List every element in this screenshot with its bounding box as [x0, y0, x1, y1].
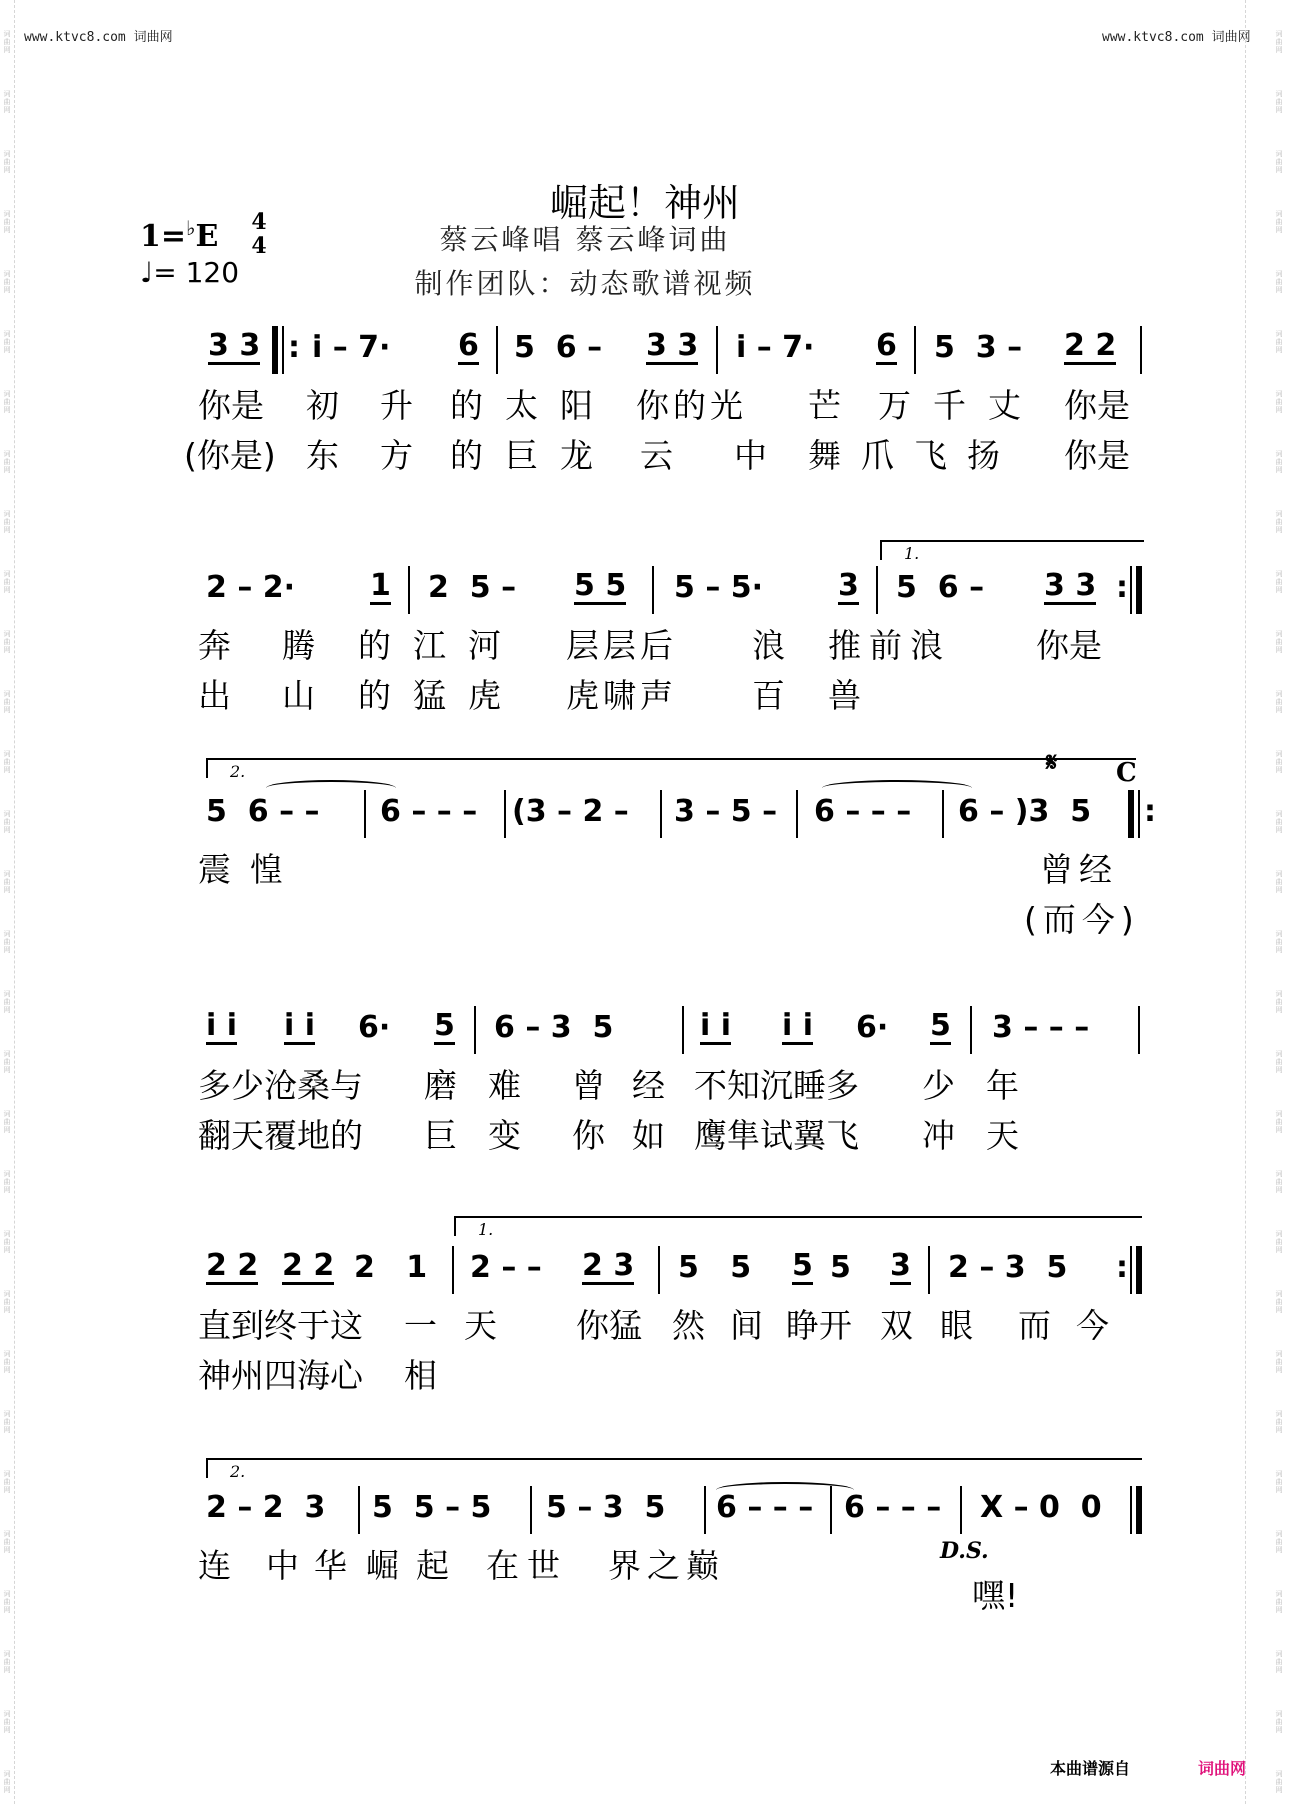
lyric-2-2: 腾 [282, 626, 315, 665]
tempo-marking [140, 256, 239, 289]
barline [282, 326, 284, 374]
side-watermark-mark: 词曲网 [3, 1770, 11, 1794]
time-top: 4 [251, 209, 267, 235]
lyric-4-4: 曾 [572, 1066, 605, 1105]
note: 2 5 – [428, 570, 517, 605]
side-watermark-mark: 词曲网 [1275, 210, 1283, 234]
notes-line-5 [0, 1240, 1290, 1300]
key-letter: E [195, 219, 219, 254]
lyric-1-v2-8: 你是 [1064, 436, 1130, 475]
lyric-6-3: 华 [314, 1546, 347, 1585]
note: i̇ i̇ [284, 1008, 316, 1043]
lyric-6-5: 起 [416, 1546, 449, 1585]
lyric-1-6: 芒 [808, 386, 841, 425]
side-watermark-mark: 词曲网 [3, 750, 11, 774]
barline [452, 1246, 454, 1294]
side-watermark-mark: 词曲网 [3, 630, 11, 654]
side-watermark-mark: 词曲网 [3, 30, 11, 54]
note: 5 5 [574, 568, 627, 603]
side-watermark-mark: 词曲网 [3, 330, 11, 354]
lyric-1-v2-6: 中 [734, 436, 767, 475]
note: 6 – – – [814, 794, 912, 829]
side-watermark-mark: 词曲网 [1275, 1650, 1283, 1674]
side-watermark-mark: 词曲网 [1275, 390, 1283, 414]
lyric-4-1: 多少沧桑与 [198, 1066, 363, 1105]
note: 3 [890, 1248, 911, 1283]
side-watermark-mark: 词曲网 [1275, 630, 1283, 654]
notes-line-6 [0, 1480, 1290, 1540]
note: i̇ i̇ [782, 1008, 814, 1043]
notes-line-4 [0, 1000, 1290, 1060]
barline [1130, 1486, 1132, 1534]
volta-number: 1. [904, 544, 920, 563]
barline [658, 1246, 660, 1294]
side-watermark-mark: 词曲网 [3, 1170, 11, 1194]
time-bottom: 4 [251, 233, 267, 259]
note: 6 – )3 5 [958, 794, 1092, 829]
note: i̇ i̇ [206, 1008, 238, 1043]
side-watermark-mark: 词曲网 [1275, 450, 1283, 474]
lyric-5-4: 你猛 [576, 1306, 642, 1345]
barline [408, 566, 410, 614]
side-watermark-mark: 词曲网 [3, 1350, 11, 1374]
lyric-1-1: 你是 [198, 386, 264, 425]
side-watermark-mark: 词曲网 [1275, 1410, 1283, 1434]
side-watermark-mark: 词曲网 [1275, 1230, 1283, 1254]
side-watermark-mark: 词曲网 [1275, 1530, 1283, 1554]
lyric-4-v2-6: 鹰隼试翼飞 [694, 1116, 859, 1155]
time-signature [248, 210, 270, 258]
note: 6· [358, 1010, 391, 1045]
side-watermark-mark: 词曲网 [3, 1470, 11, 1494]
note: 3 3 [646, 328, 699, 363]
lyric-4-v2-1: 翻天覆地的 [198, 1116, 363, 1155]
barline [796, 790, 798, 838]
barline [474, 1006, 476, 1054]
side-watermark-mark: 词曲网 [1275, 510, 1283, 534]
common-time-icon: C [1116, 758, 1137, 788]
side-watermark-mark: 词曲网 [1275, 270, 1283, 294]
lyric-5-v2-2: 相 [404, 1356, 437, 1395]
lyric-6-4: 崛 [366, 1546, 399, 1585]
barline [1130, 1246, 1132, 1294]
note: 6 [458, 328, 479, 363]
side-watermark-mark: 词曲网 [3, 450, 11, 474]
note: 2 2 [1064, 328, 1117, 363]
lyric-1-5: 你的光 [636, 386, 747, 425]
lyric-5-1: 直到终于这 [198, 1306, 363, 1345]
barline [496, 326, 498, 374]
note: (3 – 2 – [512, 794, 629, 829]
lyric-5-5: 然 [672, 1306, 705, 1345]
note: : [1116, 1250, 1128, 1285]
side-watermark-mark: 词曲网 [3, 1050, 11, 1074]
notes-line-2 [0, 560, 1290, 620]
side-watermark-mark: 词曲网 [3, 1230, 11, 1254]
lyric-5-7: 睁开 [786, 1306, 852, 1345]
note: i̇ – 7· [736, 330, 815, 365]
barline [1130, 566, 1132, 614]
side-watermark-mark: 词曲网 [1275, 1770, 1283, 1794]
note: 5 6 – [896, 570, 985, 605]
barline [830, 1486, 832, 1534]
lyric-1-8: 你是 [1064, 386, 1130, 425]
lyric-1-v2-3: 方 [380, 436, 413, 475]
note: 5 – 3 5 [546, 1490, 666, 1525]
side-watermark-mark: 词曲网 [3, 690, 11, 714]
note: 6 – – – [844, 1490, 942, 1525]
repeat-start-barline [1128, 790, 1134, 838]
lyric-4-v2-8: 天 [986, 1116, 1019, 1155]
note: : [288, 330, 300, 365]
side-watermark-mark: 词曲网 [1275, 1350, 1283, 1374]
barline [704, 1486, 706, 1534]
note: i̇ i̇ [700, 1008, 732, 1043]
volta-1 [454, 1216, 1142, 1239]
side-watermark-mark: 词曲网 [1275, 1110, 1283, 1134]
note: 5 5 – 5 [372, 1490, 492, 1525]
lyric-2-v2-6: 兽 [828, 676, 861, 715]
lyric-4-8: 年 [986, 1066, 1019, 1105]
side-watermark-mark: 词曲网 [3, 150, 11, 174]
lyric-4-v2-2: 巨 [424, 1116, 457, 1155]
lyric-2-3: 的江河 [358, 626, 523, 665]
tempo-value: = 120 [153, 256, 240, 289]
barline [970, 1006, 972, 1054]
side-watermark-mark: 词曲网 [3, 1410, 11, 1434]
lyric-6-2: 中 [266, 1546, 299, 1585]
side-watermark-mark: 词曲网 [1275, 930, 1283, 954]
volta-number: 2. [230, 1462, 246, 1481]
side-watermark-mark: 词曲网 [1275, 690, 1283, 714]
song-title: 崛起！神州 [549, 181, 740, 225]
note: 5 [792, 1248, 813, 1283]
note: 2 – 2· [206, 570, 296, 605]
side-watermark-mark: 词曲网 [1275, 330, 1283, 354]
note: 6· [856, 1010, 889, 1045]
side-watermark-mark: 词曲网 [3, 1110, 11, 1134]
lyric-4-v2-5: 如 [632, 1116, 665, 1155]
key-signature [140, 216, 218, 254]
lyric-1-v2-1: (你是) [184, 436, 276, 475]
lyric-5-10: 而 [1018, 1306, 1051, 1345]
lyric-6-7: 界之巅 [608, 1546, 725, 1585]
note: 5 [434, 1008, 455, 1043]
lyric-6-1: 连 [198, 1546, 231, 1585]
segno-icon: 𝄋 [1046, 748, 1058, 778]
lyric-2-v2-1: 出 [198, 676, 231, 715]
repeat-end-barline [1136, 566, 1142, 614]
lyric-3-2: 惶 [250, 850, 283, 889]
lyric-5-9: 眼 [940, 1306, 973, 1345]
side-watermark-mark: 词曲网 [3, 1290, 11, 1314]
note: : [1144, 794, 1156, 829]
note: 5 6 – – [206, 794, 320, 829]
watermark-right: www.ktvc8.com 词曲网 [1102, 30, 1251, 45]
quarter-note-icon: ♩ [140, 256, 154, 289]
note: 2 1 [354, 1250, 428, 1285]
flat-icon: ♭ [186, 216, 196, 240]
side-watermark-mark: 词曲网 [1275, 90, 1283, 114]
repeat-start-barline [272, 326, 278, 374]
note: 6 [876, 328, 897, 363]
side-watermark-mark: 词曲网 [3, 1650, 11, 1674]
lyric-2-v2-2: 山 [282, 676, 315, 715]
note: 2 2 [282, 1248, 335, 1283]
footer-site-link[interactable]: 词曲网 [1198, 1759, 1247, 1778]
side-watermark-mark: 词曲网 [1275, 750, 1283, 774]
lyric-3-3: 曾经 [1040, 850, 1118, 889]
side-watermark-mark: 词曲网 [1275, 570, 1283, 594]
side-watermark-mark: 词曲网 [1275, 1170, 1283, 1194]
side-watermark-mark: 词曲网 [3, 270, 11, 294]
lyric-2-v2-5: 百 [752, 676, 785, 715]
barline [504, 790, 506, 838]
side-watermark-mark: 词曲网 [1275, 150, 1283, 174]
note: 5 3 – [934, 330, 1023, 365]
note: 3 3 [208, 328, 261, 363]
lyric-4-6: 不知沉睡多 [694, 1066, 859, 1105]
note: 3 – 5 – [674, 794, 778, 829]
lyric-2-v2-3: 的猛虎 [358, 676, 523, 715]
notes-line-3 [0, 784, 1290, 844]
lyric-4-v2-4: 你 [572, 1116, 605, 1155]
lyric-3-1: 震 [198, 850, 231, 889]
lyric-2-v2-4: 虎啸声 [566, 676, 677, 715]
barline [1140, 326, 1142, 374]
lyric-1-v2-4: 的巨龙 [450, 436, 615, 475]
barline [660, 790, 662, 838]
volta-2 [206, 1458, 1142, 1481]
note: : [1116, 570, 1128, 605]
side-watermark-mark: 词曲网 [3, 1710, 11, 1734]
barline [530, 1486, 532, 1534]
note: X – 0 0 [980, 1490, 1102, 1525]
lyric-4-2: 磨 [424, 1066, 457, 1105]
side-watermark-mark: 词曲网 [1275, 810, 1283, 834]
lyric-1-7: 万千丈 [878, 386, 1043, 425]
lyric-1-4: 的太阳 [450, 386, 615, 425]
barline [914, 326, 916, 374]
lyric-2-7: 你是 [1036, 626, 1102, 665]
volta-2 [206, 758, 1136, 781]
side-watermark-mark: 词曲网 [1275, 1290, 1283, 1314]
lyric-5-6: 间 [730, 1306, 763, 1345]
dal-segno-marking: D.S. [940, 1538, 989, 1564]
note: 2 – 2 3 [206, 1490, 326, 1525]
lyric-6-hey: 嘿! [972, 1576, 1019, 1615]
lyric-1-3: 升 [380, 386, 413, 425]
lyric-4-v2-3: 变 [488, 1116, 521, 1155]
lyric-2-1: 奔 [198, 626, 231, 665]
lyric-1-v2-7: 舞爪飞扬 [808, 436, 1020, 475]
side-watermark-mark: 词曲网 [3, 510, 11, 534]
barline [358, 1486, 360, 1534]
side-watermark-mark: 词曲网 [3, 990, 11, 1014]
note: 5 6 – [514, 330, 603, 365]
barline [1138, 790, 1140, 838]
side-watermark-mark: 词曲网 [1275, 1710, 1283, 1734]
key-prefix: 1= [140, 219, 187, 254]
note: 2 2 [206, 1248, 259, 1283]
barline [364, 790, 366, 838]
lyric-2-6: 推前浪 [828, 626, 951, 665]
lyric-5-v2-1: 神州四海心 [198, 1356, 363, 1395]
lyric-4-7: 少 [922, 1066, 955, 1105]
side-watermark-mark: 词曲网 [3, 90, 11, 114]
barline [716, 326, 718, 374]
lyric-6-6: 在世 [486, 1546, 568, 1585]
volta-1 [880, 540, 1144, 563]
note: 6 – 3 5 [494, 1010, 614, 1045]
lyric-1-v2-5: 云 [640, 436, 673, 475]
note: 2 3 [582, 1248, 635, 1283]
barline [942, 790, 944, 838]
side-watermark-mark: 词曲网 [3, 1590, 11, 1614]
side-watermark-mark: 词曲网 [1275, 30, 1283, 54]
side-watermark-mark: 词曲网 [1275, 1590, 1283, 1614]
note: 6 – – – [716, 1490, 814, 1525]
lyric-5-11: 今 [1076, 1306, 1109, 1345]
lyric-3-v2-1: (而今) [1024, 900, 1140, 939]
lyric-4-v2-7: 冲 [922, 1116, 955, 1155]
lyric-1-2: 初 [306, 386, 339, 425]
final-barline [1136, 1486, 1142, 1534]
side-watermark-mark: 词曲网 [3, 870, 11, 894]
note: 5 [930, 1008, 951, 1043]
lyric-1-v2-2: 东 [306, 436, 339, 475]
lyric-5-2: 一 [404, 1306, 437, 1345]
note: 1 [370, 568, 391, 603]
lyric-4-5: 经 [632, 1066, 665, 1105]
note: 6 – – – [380, 794, 478, 829]
side-watermark-mark: 词曲网 [3, 570, 11, 594]
side-watermark-mark: 词曲网 [3, 810, 11, 834]
barline [652, 566, 654, 614]
side-watermark-mark: 词曲网 [3, 930, 11, 954]
barline [876, 566, 878, 614]
side-watermark-mark: 词曲网 [1275, 990, 1283, 1014]
note: 2 – – [470, 1250, 542, 1285]
repeat-end-barline [1136, 1246, 1142, 1294]
barline [928, 1246, 930, 1294]
side-watermark-mark: 词曲网 [3, 390, 11, 414]
note: 3 3 [1044, 568, 1097, 603]
team-credit: 制作团队：动态歌谱视频 [414, 267, 756, 300]
note: 5 [830, 1250, 851, 1285]
barline [1138, 1006, 1140, 1054]
lyric-2-5: 浪 [752, 626, 785, 665]
volta-number: 2. [230, 762, 246, 781]
side-watermark-mark: 词曲网 [1275, 870, 1283, 894]
side-watermark-mark: 词曲网 [3, 1530, 11, 1554]
side-watermark-mark: 词曲网 [3, 210, 11, 234]
watermark-left: www.ktvc8.com 词曲网 [24, 30, 173, 45]
note: 3 [838, 568, 859, 603]
lyric-2-4: 层层后 [566, 626, 677, 665]
note: i̇ – 7· [312, 330, 391, 365]
lyric-4-3: 难 [488, 1066, 521, 1105]
volta-number: 1. [478, 1220, 494, 1239]
note: 3 – – – [992, 1010, 1090, 1045]
lyric-5-8: 双 [880, 1306, 913, 1345]
barline [960, 1486, 962, 1534]
lyric-5-3: 天 [464, 1306, 497, 1345]
note: 5 5 [678, 1250, 752, 1285]
side-watermark-mark: 词曲网 [1275, 1470, 1283, 1494]
note: 5 – 5· [674, 570, 764, 605]
footer-source-label: 本曲谱源自 [1050, 1759, 1131, 1778]
side-watermark-mark: 词曲网 [1275, 1050, 1283, 1074]
barline [682, 1006, 684, 1054]
note: 2 – 3 5 [948, 1250, 1068, 1285]
singer-credit: 蔡云峰唱 蔡云峰词曲 [439, 223, 731, 256]
notes-line-1 [0, 320, 1290, 380]
